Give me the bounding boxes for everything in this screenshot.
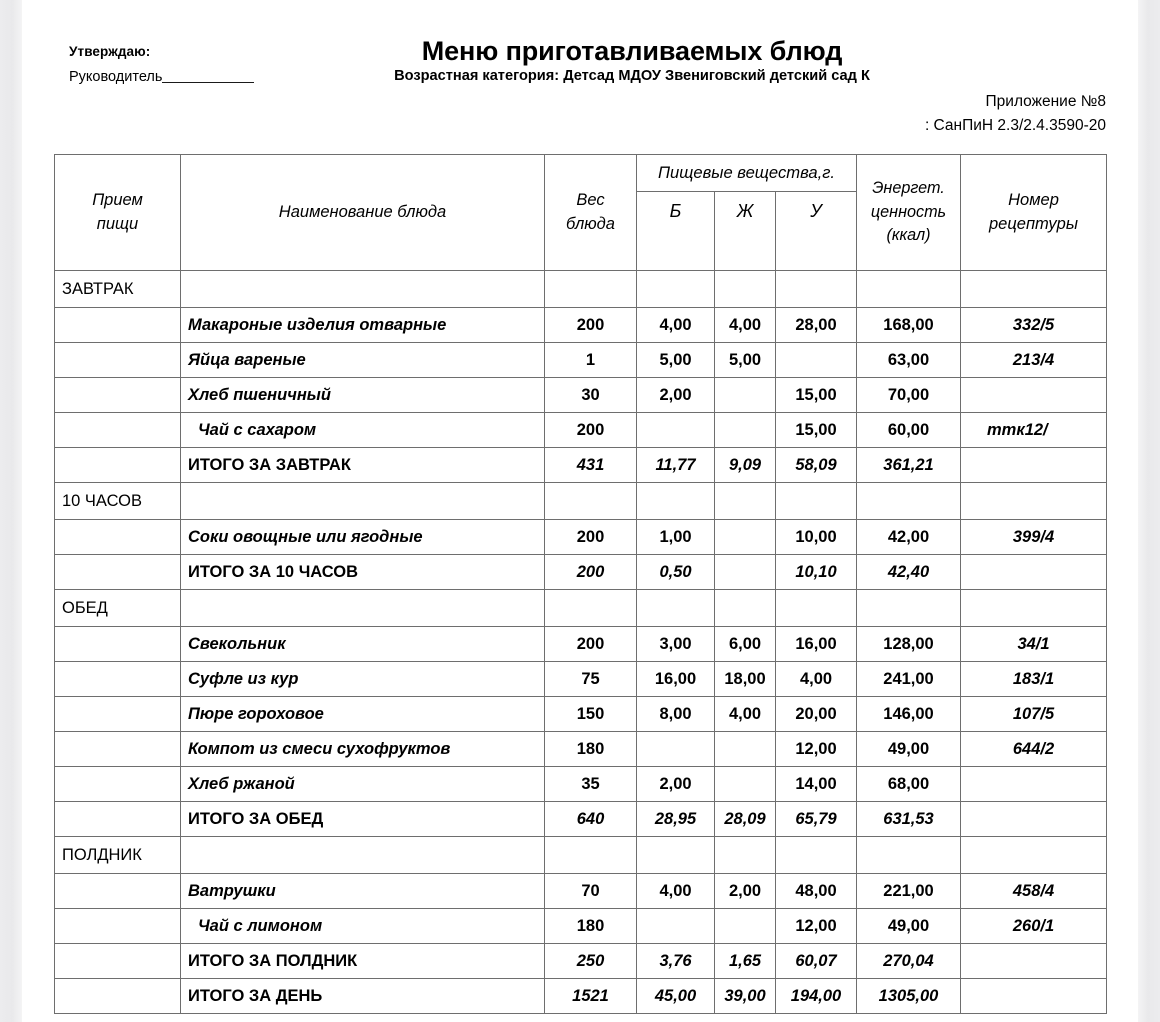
table-row — [55, 662, 1107, 697]
cell-g — [715, 483, 776, 520]
cell-b: 2,00 — [637, 767, 715, 802]
cell-dish-name — [181, 271, 545, 308]
cell-u — [776, 590, 857, 627]
table-row — [55, 767, 1107, 802]
cell-meal-type — [55, 413, 181, 448]
table-header-row-1 — [55, 155, 1107, 192]
approval-signature-line — [69, 69, 399, 85]
page-title: Меню приготавливаемых блюд — [421, 36, 843, 66]
cell-b: 3,76 — [637, 944, 715, 979]
cell-u: 4,00 — [776, 662, 857, 697]
cell-meal-type — [55, 944, 181, 979]
cell-meal-type — [55, 802, 181, 837]
cell-recipe — [961, 944, 1107, 979]
cell-meal-type — [55, 697, 181, 732]
cell-weight: 180 — [545, 732, 637, 767]
cell-dish-name — [181, 837, 545, 874]
cell-kcal: 1305,00 — [857, 979, 961, 1014]
cell-weight: 431 — [545, 448, 637, 483]
cell-b: 45,00 — [637, 979, 715, 1014]
cell-weight: 30 — [545, 378, 637, 413]
table-row — [55, 697, 1107, 732]
cell-g — [715, 271, 776, 308]
section-total-row — [55, 802, 1107, 837]
cell-recipe: 260/1 — [961, 909, 1107, 944]
cell-dish-name: Ватрушки — [181, 874, 545, 909]
cell-recipe — [961, 979, 1107, 1014]
cell-weight: 35 — [545, 767, 637, 802]
cell-kcal: 49,00 — [857, 909, 961, 944]
approval-role-label: Руководитель — [69, 68, 163, 85]
cell-weight: 70 — [545, 874, 637, 909]
cell-g: 39,00 — [715, 979, 776, 1014]
cell-kcal: 42,40 — [857, 555, 961, 590]
cell-kcal: 146,00 — [857, 697, 961, 732]
cell-g: 2,00 — [715, 874, 776, 909]
cell-meal-type — [55, 308, 181, 343]
cell-dish-name: Компот из смеси сухофруктов — [181, 732, 545, 767]
cell-kcal: 631,53 — [857, 802, 961, 837]
table-row — [55, 627, 1107, 662]
cell-weight: 1521 — [545, 979, 637, 1014]
table-row — [55, 909, 1107, 944]
header-fat: Ж — [715, 192, 776, 271]
cell-b — [637, 909, 715, 944]
cell-g — [715, 555, 776, 590]
table-row — [55, 874, 1107, 909]
cell-b: 1,00 — [637, 520, 715, 555]
cell-b: 3,00 — [637, 627, 715, 662]
cell-weight — [545, 837, 637, 874]
cell-dish-name: Пюре гороховое — [181, 697, 545, 732]
cell-g: 28,09 — [715, 802, 776, 837]
cell-b: 5,00 — [637, 343, 715, 378]
meal-section-row — [55, 837, 1107, 874]
cell-weight: 180 — [545, 909, 637, 944]
cell-dish-name: Макароные изделия отварные — [181, 308, 545, 343]
cell-u — [776, 271, 857, 308]
cell-g — [715, 837, 776, 874]
cell-recipe — [961, 448, 1107, 483]
cell-u: 60,07 — [776, 944, 857, 979]
table-row — [55, 413, 1107, 448]
section-total-row — [55, 448, 1107, 483]
viewer-gutter-left — [0, 0, 22, 1022]
table-body — [55, 271, 1107, 1014]
cell-recipe: 213/4 — [961, 343, 1107, 378]
cell-dish-name — [181, 483, 545, 520]
cell-u: 28,00 — [776, 308, 857, 343]
cell-g: 5,00 — [715, 343, 776, 378]
cell-u — [776, 343, 857, 378]
cell-meal-type: ОБЕД — [55, 590, 181, 627]
cell-kcal: 241,00 — [857, 662, 961, 697]
approval-title: Утверждаю: — [69, 44, 151, 59]
cell-recipe: 399/4 — [961, 520, 1107, 555]
cell-u: 14,00 — [776, 767, 857, 802]
cell-recipe: 183/1 — [961, 662, 1107, 697]
document-references — [925, 90, 1106, 139]
header-nutrients-group: Пищевые вещества,г. — [637, 155, 857, 192]
cell-g — [715, 413, 776, 448]
header-carbs: У — [776, 192, 857, 271]
cell-recipe: 107/5 — [961, 697, 1107, 732]
cell-dish-name: Свекольник — [181, 627, 545, 662]
cell-recipe — [961, 555, 1107, 590]
cell-meal-type: ПОЛДНИК — [55, 837, 181, 874]
cell-g: 4,00 — [715, 697, 776, 732]
cell-u: 12,00 — [776, 909, 857, 944]
cell-weight: 200 — [545, 520, 637, 555]
cell-kcal: 49,00 — [857, 732, 961, 767]
meal-section-row — [55, 590, 1107, 627]
cell-b: 8,00 — [637, 697, 715, 732]
cell-g: 9,09 — [715, 448, 776, 483]
cell-meal-type: 10 ЧАСОВ — [55, 483, 181, 520]
cell-dish-name — [181, 590, 545, 627]
cell-u: 10,10 — [776, 555, 857, 590]
cell-g — [715, 378, 776, 413]
cell-dish-name: Чай с лимоном — [181, 909, 545, 944]
cell-g — [715, 909, 776, 944]
cell-meal-type: ЗАВТРАК — [55, 271, 181, 308]
cell-recipe — [961, 802, 1107, 837]
cell-u — [776, 837, 857, 874]
table-row — [55, 378, 1107, 413]
cell-kcal: 68,00 — [857, 767, 961, 802]
cell-g — [715, 732, 776, 767]
approval-block — [69, 43, 399, 85]
cell-b: 16,00 — [637, 662, 715, 697]
cell-dish-name: Соки овощные или ягодные — [181, 520, 545, 555]
cell-recipe: 458/4 — [961, 874, 1107, 909]
cell-total-label: ИТОГО ЗА ДЕНЬ — [181, 979, 545, 1014]
cell-recipe — [961, 767, 1107, 802]
cell-u: 20,00 — [776, 697, 857, 732]
cell-kcal — [857, 837, 961, 874]
cell-g — [715, 590, 776, 627]
cell-u: 65,79 — [776, 802, 857, 837]
cell-weight: 150 — [545, 697, 637, 732]
table-header — [55, 155, 1107, 271]
cell-meal-type — [55, 378, 181, 413]
appendix-number: Приложение №8 — [985, 93, 1106, 110]
header-dish-weight: Вес блюда — [545, 155, 637, 271]
cell-meal-type — [55, 979, 181, 1014]
table-row — [55, 308, 1107, 343]
cell-kcal: 42,00 — [857, 520, 961, 555]
cell-g: 6,00 — [715, 627, 776, 662]
cell-b: 28,95 — [637, 802, 715, 837]
cell-weight: 250 — [545, 944, 637, 979]
cell-weight: 1 — [545, 343, 637, 378]
cell-u: 48,00 — [776, 874, 857, 909]
cell-g: 18,00 — [715, 662, 776, 697]
cell-weight: 200 — [545, 308, 637, 343]
table-row — [55, 732, 1107, 767]
cell-b — [637, 732, 715, 767]
cell-dish-name: Яйца вареные — [181, 343, 545, 378]
cell-b: 0,50 — [637, 555, 715, 590]
cell-u: 15,00 — [776, 413, 857, 448]
cell-kcal: 63,00 — [857, 343, 961, 378]
cell-g: 1,65 — [715, 944, 776, 979]
cell-kcal: 361,21 — [857, 448, 961, 483]
cell-meal-type — [55, 520, 181, 555]
cell-kcal: 128,00 — [857, 627, 961, 662]
cell-kcal: 270,04 — [857, 944, 961, 979]
cell-u: 194,00 — [776, 979, 857, 1014]
cell-u: 16,00 — [776, 627, 857, 662]
cell-meal-type — [55, 448, 181, 483]
cell-recipe — [961, 483, 1107, 520]
cell-g — [715, 767, 776, 802]
cell-meal-type — [55, 909, 181, 944]
cell-total-label: ИТОГО ЗА ОБЕД — [181, 802, 545, 837]
cell-recipe — [961, 590, 1107, 627]
cell-weight — [545, 590, 637, 627]
cell-meal-type — [55, 662, 181, 697]
cell-u: 10,00 — [776, 520, 857, 555]
meal-section-row — [55, 483, 1107, 520]
cell-meal-type — [55, 343, 181, 378]
page-subtitle: Возрастная категория: Детсад МДОУ Звениговский детский сад К — [394, 68, 870, 85]
cell-u: 15,00 — [776, 378, 857, 413]
viewer-gutter-right — [1138, 0, 1160, 1022]
cell-weight — [545, 271, 637, 308]
header-meal-type: Прием пищи — [55, 155, 181, 271]
cell-u — [776, 483, 857, 520]
cell-recipe: 34/1 — [961, 627, 1107, 662]
cell-weight: 75 — [545, 662, 637, 697]
section-total-row — [55, 555, 1107, 590]
cell-recipe: ттк12/ — [961, 413, 1107, 448]
signature-rule — [162, 82, 254, 83]
cell-b — [637, 837, 715, 874]
header-energy-value: Энергет. ценность (ккал) — [857, 155, 961, 271]
section-total-row — [55, 944, 1107, 979]
cell-kcal: 60,00 — [857, 413, 961, 448]
cell-total-label: ИТОГО ЗА ПОЛДНИК — [181, 944, 545, 979]
cell-weight: 200 — [545, 413, 637, 448]
cell-b — [637, 271, 715, 308]
cell-g — [715, 520, 776, 555]
cell-meal-type — [55, 732, 181, 767]
cell-total-label: ИТОГО ЗА ЗАВТРАК — [181, 448, 545, 483]
cell-recipe — [961, 378, 1107, 413]
meal-section-row — [55, 271, 1107, 308]
cell-meal-type — [55, 874, 181, 909]
header-protein: Б — [637, 192, 715, 271]
cell-dish-name: Хлеб ржаной — [181, 767, 545, 802]
standard-reference: : СанПиН 2.3/2.4.3590-20 — [924, 117, 1106, 135]
cell-weight: 200 — [545, 627, 637, 662]
cell-total-label: ИТОГО ЗА 10 ЧАСОВ — [181, 555, 545, 590]
cell-b — [637, 483, 715, 520]
title-block — [352, 36, 912, 86]
cell-weight: 200 — [545, 555, 637, 590]
cell-b: 4,00 — [637, 308, 715, 343]
cell-u: 58,09 — [776, 448, 857, 483]
day-total-row — [55, 979, 1107, 1014]
cell-recipe: 332/5 — [961, 308, 1107, 343]
cell-kcal: 70,00 — [857, 378, 961, 413]
cell-meal-type — [55, 627, 181, 662]
cell-dish-name: Хлеб пшеничный — [181, 378, 545, 413]
cell-kcal — [857, 590, 961, 627]
header-dish-name: Наименование блюда — [181, 155, 545, 271]
header-recipe-number: Номер рецептуры — [961, 155, 1107, 271]
cell-kcal — [857, 483, 961, 520]
cell-meal-type — [55, 767, 181, 802]
cell-b: 2,00 — [637, 378, 715, 413]
table-row — [55, 343, 1107, 378]
cell-kcal: 168,00 — [857, 308, 961, 343]
cell-recipe: 644/2 — [961, 732, 1107, 767]
cell-dish-name: Чай с сахаром — [181, 413, 545, 448]
cell-kcal: 221,00 — [857, 874, 961, 909]
cell-b: 4,00 — [637, 874, 715, 909]
cell-recipe — [961, 837, 1107, 874]
cell-u: 12,00 — [776, 732, 857, 767]
cell-meal-type — [55, 555, 181, 590]
menu-table — [54, 154, 1107, 1014]
cell-g: 4,00 — [715, 308, 776, 343]
document-page — [22, 0, 1138, 1022]
cell-dish-name: Суфле из кур — [181, 662, 545, 697]
cell-kcal — [857, 271, 961, 308]
cell-b — [637, 590, 715, 627]
cell-weight — [545, 483, 637, 520]
cell-b — [637, 413, 715, 448]
cell-b: 11,77 — [637, 448, 715, 483]
cell-weight: 640 — [545, 802, 637, 837]
table-row — [55, 520, 1107, 555]
cell-recipe — [961, 271, 1107, 308]
